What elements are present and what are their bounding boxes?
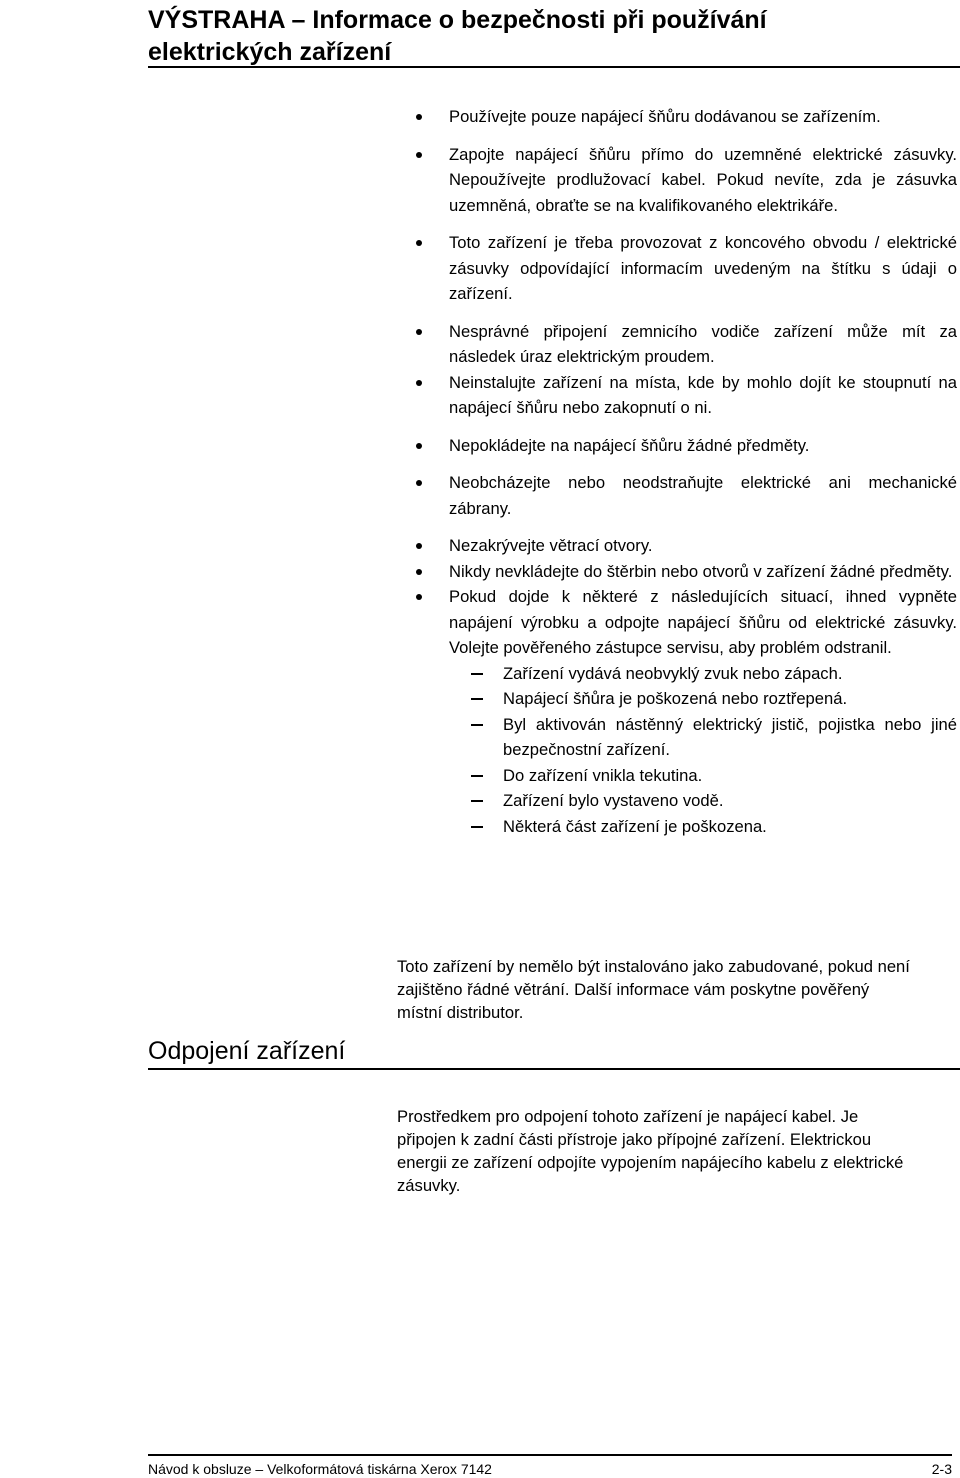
- section-divider: [148, 1068, 960, 1070]
- list-item-text: Pokud dojde k některé z následujících situací, ihned vypněte napájení výrobku a odpojte napájecí šňůru od elektrické zásuvky. Volejte pověřeného zástupce servisu, aby problém odstranil.: [449, 587, 957, 657]
- page-title: VÝSTRAHA – Informace o bezpečnosti při používání elektrických zařízení: [148, 6, 767, 66]
- section-heading: Odpojení zařízení: [148, 1037, 346, 1065]
- section-body: Prostředkem pro odpojení tohoto zařízení je napájecí kabel. Je připojen k zadní části přístroje jako přípojné zařízení. Elektrickou energii ze zařízení odpojíte vypojením napájecího kabelu z elektrické zásuvky.: [397, 1107, 904, 1195]
- list-item: Neinstalujte zařízení na místa, kde by mohlo dojít ke stoupnutí na napájecí šňůru nebo zakopnutí o ni.: [397, 370, 957, 421]
- list-item: Zapojte napájecí šňůru přímo do uzemněné elektrické zásuvky. Nepoužívejte prodlužovací kabel. Pokud nevíte, zda je zásuvka uzemněná, obraťte se na kvalifikovaného elektrikáře.: [397, 142, 957, 219]
- title-divider: [148, 66, 960, 68]
- list-item: Nepokládejte na napájecí šňůru žádné předměty.: [397, 433, 957, 459]
- sub-list-item: Zařízení vydává neobvyklý zvuk nebo zápach.: [449, 661, 957, 687]
- page-number: 2-3: [931, 1461, 952, 1477]
- list-item: Nesprávné připojení zemnicího vodiče zařízení může mít za následek úraz elektrickým proudem.: [397, 319, 957, 370]
- warning-list: [397, 104, 957, 839]
- list-item: Nezakrývejte větrací otvory.: [397, 533, 957, 559]
- sub-list-item: Zařízení bylo vystaveno vodě.: [449, 788, 957, 814]
- situation-list: [449, 661, 957, 840]
- list-item: [397, 584, 957, 839]
- list-item: Neobcházejte nebo neodstraňujte elektrické ani mechanické zábrany.: [397, 470, 957, 521]
- list-item: Toto zařízení je třeba provozovat z koncového obvodu / elektrické zásuvky odpovídající informacím uvedeným na štítku s údaji o zařízení.: [397, 230, 957, 307]
- footer-document-title: Návod k obsluze – Velkoformátová tiskárna Xerox 7142: [148, 1461, 492, 1477]
- sub-list-item: Některá část zařízení je poškozena.: [449, 814, 957, 840]
- list-item: Používejte pouze napájecí šňůru dodávanou se zařízením.: [397, 104, 957, 130]
- sub-list-item: Byl aktivován nástěnný elektrický jistič, pojistka nebo jiné bezpečnostní zařízení.: [449, 712, 957, 763]
- page-footer: [148, 1454, 952, 1478]
- list-item: Nikdy nevkládejte do štěrbin nebo otvorů v zařízení žádné předměty.: [397, 559, 957, 585]
- sub-list-item: Do zařízení vnikla tekutina.: [449, 763, 957, 789]
- ventilation-note: Toto zařízení by nemělo být instalováno jako zabudované, pokud není zajištěno řádné větrání. Další informace vám poskytne pověřený místní distributor.: [397, 957, 910, 1022]
- sub-list-item: Napájecí šňůra je poškozená nebo roztřepená.: [449, 686, 957, 712]
